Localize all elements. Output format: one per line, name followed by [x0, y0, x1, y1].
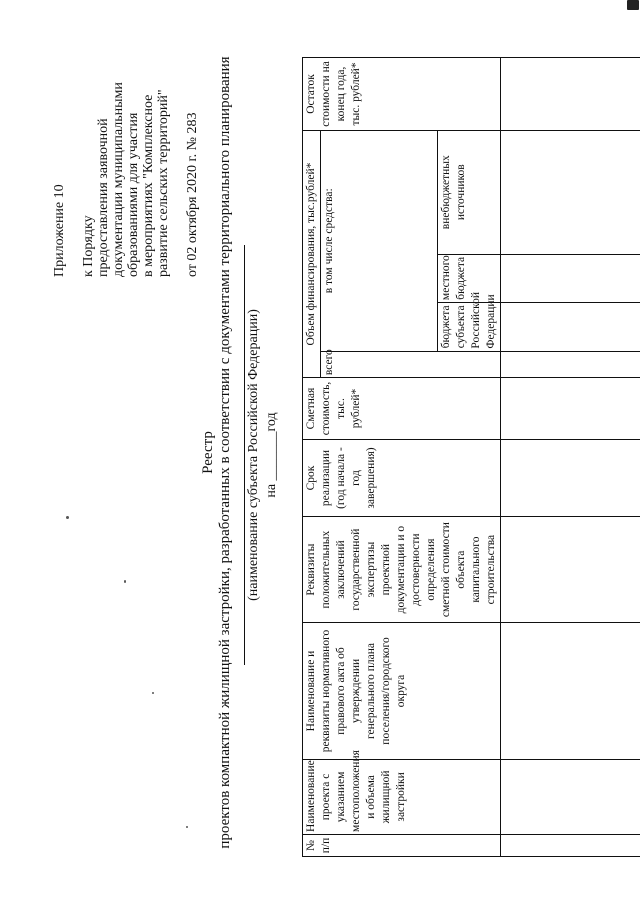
scan-speck — [627, 0, 639, 10]
title-line-1: Реестр — [200, 431, 216, 474]
header-financing: Объем финансирования, тыс.рублей* — [303, 130, 321, 377]
table-cell — [501, 439, 640, 516]
annex-line: развитие сельских территорий" — [156, 89, 171, 277]
subject-caption: (наименование субъекта Российской Федерации) — [246, 309, 261, 601]
header-extrabudget: внебюджетных источников — [438, 130, 501, 254]
table-cell — [501, 517, 640, 623]
header-period: Срок реализации (год начала - год завершения) — [303, 439, 501, 516]
header-expertise: Реквизиты положительных заключений государственной экспертизы проектной документации и о достоверности определения сметной стоимости объекта капитального строительства — [303, 517, 501, 623]
table-cell — [501, 623, 640, 760]
header-row-1 — [303, 58, 321, 857]
scan-speck — [66, 516, 69, 519]
table-cell — [501, 759, 640, 834]
annex-line: к Порядку — [81, 215, 96, 277]
registry-table — [302, 57, 640, 857]
annex-line: образованиями для участия — [126, 112, 141, 277]
annex-line: предоставления заявочной — [96, 118, 111, 277]
table-cell — [501, 130, 640, 254]
table-row — [501, 58, 640, 857]
title-line-2: проектов компактной жилищной застройки, разработанных в соответствии с документами территориального планирования — [217, 56, 233, 849]
header-subject-budget: бюджета субъекта Российской Федерации — [438, 303, 501, 352]
annex-date: от 02 октября 2020 г. № 283 — [185, 112, 200, 277]
table-cell — [501, 378, 640, 440]
annex-line: в мероприятиях "Комплексное — [141, 94, 156, 277]
header-act: Наименование и реквизиты нормативного правового акта об утверждении генерального плана поселения/городского округа — [303, 623, 501, 760]
scan-speck — [152, 692, 154, 694]
table-cell — [501, 834, 640, 856]
year-field: на _______год — [264, 412, 279, 498]
header-balance: Остаток стоимости на конец года, тыс. рублей* — [303, 58, 501, 131]
header-total: всего — [321, 351, 501, 377]
subject-block — [244, 235, 280, 675]
scan-speck — [124, 580, 126, 583]
table-cell — [501, 254, 640, 303]
header-no: № п/п — [303, 834, 501, 856]
table-cell — [501, 351, 640, 377]
scan-speck — [186, 826, 188, 828]
header-local-budget: местного бюджета — [438, 254, 501, 303]
table-cell — [501, 303, 640, 352]
annex-block — [52, 37, 200, 277]
subject-underline — [244, 245, 245, 665]
annex-title: Приложение 10 — [52, 184, 67, 277]
header-project: Наименование проекта с указанием местоположения и объема жилищной застройки — [303, 759, 501, 834]
annex-line: документации муниципальными — [111, 82, 126, 277]
table-cell — [501, 58, 640, 131]
registry-title — [200, 0, 234, 905]
header-cost: Сметная стоимость, тыс. рублей* — [303, 378, 501, 440]
header-including: в том числе средства: — [321, 130, 438, 351]
